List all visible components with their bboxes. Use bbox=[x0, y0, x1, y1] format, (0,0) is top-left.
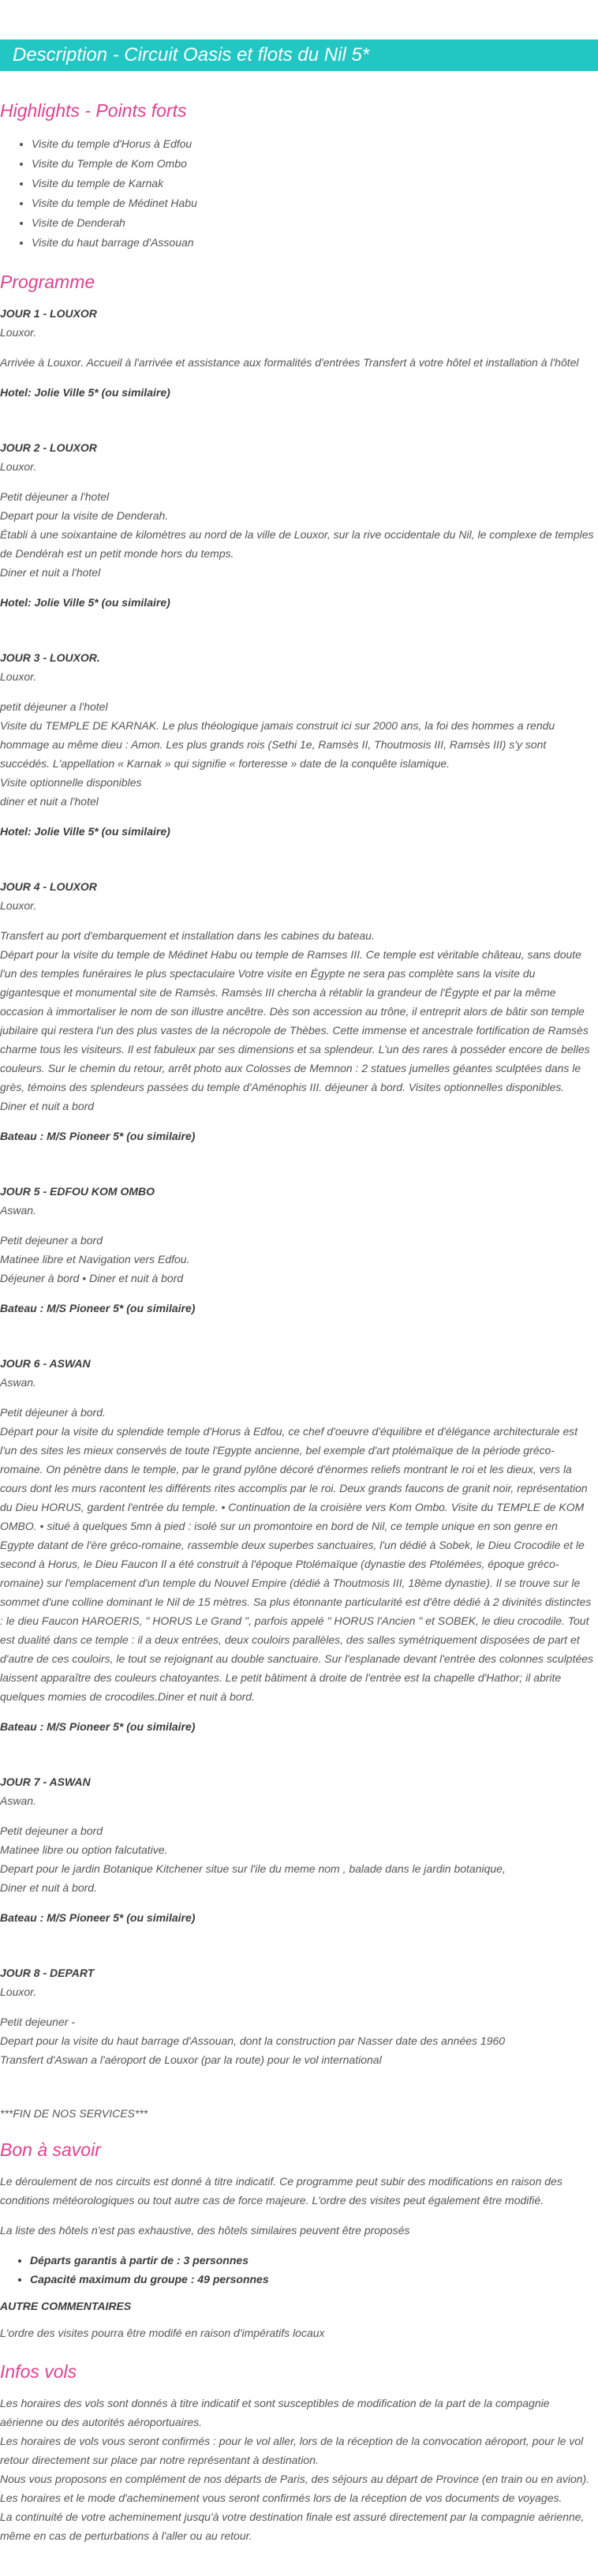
day-accommodation: Bateau : M/S Pioneer 5* (ou similaire) bbox=[0, 1911, 196, 1924]
day-title: JOUR 6 - ASWAN bbox=[0, 1357, 91, 1370]
day-title: JOUR 2 - LOUXOR bbox=[0, 441, 97, 454]
day-city: Louxor. bbox=[0, 460, 37, 473]
day-line: Transfert d'Aswan a l'aéroport de Louxor (par la route) pour le vol international bbox=[0, 2053, 382, 2066]
programme-heading: Programme bbox=[0, 272, 95, 292]
day-description bbox=[0, 1403, 595, 1706]
day-city: Aswan. bbox=[0, 1204, 36, 1217]
programme-day bbox=[0, 1772, 595, 1927]
day-line: Visite du TEMPLE DE KARNAK. Le plus théologique jamais construit ici sur 2000 ans, la foi des hommes a rendu hommage au même dieu : Amon. Les plus grands rois (Sethi 1e, Ramsès II, Thoutmosis III, Ramsès III) s'y sont succédés. L'appellation « Karnak » qui signifie « forteresse » date de la conquête islamique. bbox=[0, 719, 555, 770]
day-line: diner et nuit a l'hotel bbox=[0, 795, 99, 808]
day-title: JOUR 8 - DEPART bbox=[0, 1967, 95, 1979]
content bbox=[0, 99, 598, 2545]
day-city: Aswan. bbox=[0, 1376, 36, 1389]
highlight-item: • Visite du haut barrage d'Assouan bbox=[32, 233, 595, 253]
day-line: Transfert au port d'embarquement et installation dans les cabines du bateau. bbox=[0, 929, 375, 942]
bon-a-savoir-item: • Capacité maximum du groupe : 49 personnes bbox=[30, 2270, 595, 2289]
day-accommodation: Hotel: Jolie Ville 5* (ou similaire) bbox=[0, 386, 170, 399]
bon-a-savoir-list bbox=[0, 2251, 595, 2289]
highlights-heading: Highlights - Points forts bbox=[0, 100, 187, 121]
day-line: Arrivée à Louxor. Accueil à l'arrivée et assistance aux formalités d'entrées Transfert à votre hôtel et installation à l'hôtel bbox=[0, 356, 579, 369]
programme-day bbox=[0, 1963, 595, 2069]
day-line: Matinee libre et Navigation vers Edfou. bbox=[0, 1253, 190, 1266]
infos-vols-line: Les horaires des vols sont donnés à titre indicatif et sont susceptibles de modification de la part de la compagnie aérienne ou des autorités aéroportuaires. bbox=[0, 2397, 550, 2428]
programme-days bbox=[0, 304, 595, 2069]
day-title: JOUR 5 - EDFOU KOM OMBO bbox=[0, 1185, 155, 1198]
bon-a-savoir-para-1: Le déroulement de nos circuits est donné à titre indicatif. Ce programme peut subir des modifications en raison des conditions météorologiques ou tout autre cas de force majeure. L'ordre des visites peut également être modifié. bbox=[0, 2175, 562, 2207]
autre-commentaires-text: L'ordre des visites pourra être modifé en raison d'impératifs locaux bbox=[0, 2327, 325, 2339]
day-line: Déjeuner à bord • Diner et nuit à bord bbox=[0, 1272, 184, 1284]
day-line: Diner et nuit a l'hotel bbox=[0, 566, 101, 579]
infos-vols-line: La continuité de votre acheminement jusqu'à votre destination finale est assuré directement par la compagnie aérienne, même en cas de perturbations à l'aller ou au retour. bbox=[0, 2510, 585, 2542]
day-line: Diner et nuit a bord bbox=[0, 1100, 95, 1112]
programme-day bbox=[0, 1182, 595, 1318]
day-line: Depart pour la visite du haut barrage d'Assouan, dont la construction par Nasser date des années 1960 bbox=[0, 2034, 506, 2047]
day-description bbox=[0, 926, 595, 1116]
day-description bbox=[0, 1231, 595, 1288]
day-description bbox=[0, 353, 595, 372]
bon-a-savoir-heading: Bon à savoir bbox=[0, 2139, 101, 2160]
day-accommodation: Bateau : M/S Pioneer 5* (ou similaire) bbox=[0, 1720, 196, 1733]
day-line: Visite optionnelle disponibles bbox=[0, 776, 142, 789]
day-line: Petit dejeuner - bbox=[0, 2015, 75, 2028]
day-title: JOUR 7 - ASWAN bbox=[0, 1775, 91, 1788]
bon-a-savoir-item: • Départs garantis à partir de : 3 personnes bbox=[30, 2251, 595, 2270]
day-line: Depart pour la visite de Denderah. bbox=[0, 509, 169, 522]
highlight-item: • Visite du temple de Médinet Habu bbox=[32, 193, 595, 213]
end-of-services: ***FIN DE NOS SERVICES*** bbox=[0, 2107, 148, 2120]
day-title: JOUR 4 - LOUXOR bbox=[0, 880, 97, 893]
day-description bbox=[0, 697, 595, 811]
day-description bbox=[0, 2012, 595, 2069]
programme-day bbox=[0, 877, 595, 1146]
day-city: Louxor. bbox=[0, 670, 37, 683]
day-line: Départ pour la visite du temple de Médinet Habu ou temple de Ramses III. Ce temple est véritable château, sans doute l'un des temples funéraires le plus spectaculaire Votre visite en Égypte ne sera pas complète sans la visite du gigantesque et monumental site de Ramsès. Ramsès III chercha à rétablir la grandeur de l'Égypte et par la même occasion à immortaliser le nom de son illustre ancêtre. Dès son accession au trône, il entreprit alors de bâtir son temple jubilaire qui restera l'un des plus vastes de la nécropole de Thèbes. Cette immense et ancestrale fortification de Ramsès charme tous les visiteurs. Il est fabuleux par ses dimensions et sa splendeur. L'un des rares à posséder encore de belles couleurs. Sur le chemin du retour, arrêt photo aux Colosses de Memnon : 2 statues jumelles géantes sculptées dans le grès, témoins des splendeurs passées du temple d'Aménophis III. déjeuner à bord. Visites optionnelles disponibles. bbox=[0, 948, 590, 1093]
day-line: petit déjeuner a l'hotel bbox=[0, 700, 108, 713]
day-line: Diner et nuit à bord. bbox=[0, 1881, 97, 1894]
programme-day bbox=[0, 438, 595, 612]
infos-vols-line: Nous vous proposons en complément de nos départs de Paris, des séjours au départ de Province (en train ou en avion). bbox=[0, 2473, 590, 2485]
highlight-item: • Visite du Temple de Kom Ombo bbox=[32, 154, 595, 174]
day-city: Louxor. bbox=[0, 326, 37, 339]
day-line: Établi à une soixantaine de kilomètres au nord de la ville de Louxor, sur la rive occidentale du Nil, le complexe de temples de Dendérah est un petit monde hors du temps. bbox=[0, 528, 594, 560]
day-accommodation: Bateau : M/S Pioneer 5* (ou similaire) bbox=[0, 1130, 196, 1142]
highlight-item: • Visite du temple d'Horus à Edfou bbox=[32, 134, 595, 154]
day-line: Matinee libre ou option falcutative. bbox=[0, 1843, 168, 1856]
day-description bbox=[0, 487, 595, 582]
infos-vols-line: Les horaires et le mode d'acheminement vous seront confirmés lors de la réception de vos documents de voyages. bbox=[0, 2492, 562, 2504]
day-title: JOUR 1 - LOUXOR bbox=[0, 307, 97, 320]
highlight-item: • Visite du temple de Karnak bbox=[32, 174, 595, 193]
highlights-list bbox=[0, 134, 595, 253]
day-title: JOUR 3 - LOUXOR. bbox=[0, 651, 100, 664]
highlight-item: • Visite de Denderah bbox=[32, 213, 595, 233]
day-accommodation: Hotel: Jolie Ville 5* (ou similaire) bbox=[0, 596, 170, 609]
programme-day bbox=[0, 648, 595, 841]
autre-commentaires-heading: AUTRE COMMENTAIRES bbox=[0, 2300, 132, 2312]
programme-day bbox=[0, 304, 595, 402]
day-line: Départ pour la visite du splendide temple d'Horus à Edfou, ce chef d'oeuvre d'équilibre et d'élégance architecturale est l'un des sites les mieux conservés de toute l'Egypte ancienne, bel exemple d'art ptolémaïque de la période gréco-romaine. On pénètre dans le temple, par le grand pylône décoré d'énormes reliefs montrant le roi et les dieux, vers la cours dont les murs racontent les différents rites accomplis par le roi. Deux grands faucons de granit noir, représentation du Dieu HORUS, gardent l'entrée du temple. • Continuation de la croisière vers Kom Ombo. Visite du TEMPLE de KOM OMBO. • situé à quelques 5mn à pied : isolé sur un promontoire en bord de Nil, ce temple unique en son genre en Egypte datant de l'ère gréco-romaine, rassemble deux superbes sanctuaires, l'un dédié à Sobek, le Dieu Crocodile et le second à Horus, le Dieu Faucon Il a été construit à l'époque Ptolémaïque (dynastie des Ptolémées, époque gréco-romaine) sur l'emplacement d'un temple du Nouvel Empire (dédié à Thoutmosis III, 18ème dynastie). Il se trouve sur le sommet d'une colline dominant le Nil de 15 mètres. Sa plus étonnante particularité est d'être dédié à 2 divinités distinctes : le dieu Faucon HAROERIS, " HORUS Le Grand ", parfois appelé " HORUS l'Ancien " et SOBEK, le dieu crocodile. Tout est dualité dans ce temple : il a deux entrées, deux couloirs parallèles, des salles symétriquement disposées de part et d'autre de ces couloirs, le tout se rejoignant au double sanctuaire. Sur l'esplanade devant l'entrée des colonnes sculptées laissent apparaître des couleurs chatoyantes. Le petit bâtiment à droite de l'entrée est la chapelle d'Hathor; il abrite quelques momies de crocodiles.Diner et nuit à bord. bbox=[0, 1425, 594, 1703]
day-description bbox=[0, 1821, 595, 1897]
bon-a-savoir-para-2: La liste des hôtels n'est pas exhaustive, des hôtels similaires peuvent être proposés bbox=[0, 2224, 410, 2237]
infos-vols-text bbox=[0, 2394, 595, 2545]
infos-vols-heading: Infos vols bbox=[0, 2361, 77, 2382]
day-line: Depart pour le jardin Botanique Kitchener situe sur l'ile du meme nom , balade dans le jardin botanique, bbox=[0, 1862, 506, 1875]
day-accommodation: Bateau : M/S Pioneer 5* (ou similaire) bbox=[0, 1302, 196, 1314]
day-city: Aswan. bbox=[0, 1794, 36, 1807]
day-line: Petit déjeuner a l'hotel bbox=[0, 490, 110, 503]
day-line: Petit dejeuner a bord bbox=[0, 1824, 103, 1837]
day-line: Petit dejeuner a bord bbox=[0, 1234, 103, 1247]
day-city: Louxor. bbox=[0, 1985, 37, 1998]
day-city: Louxor. bbox=[0, 899, 37, 912]
day-line: Petit déjeuner à bord. bbox=[0, 1406, 106, 1419]
page-title: Description - Circuit Oasis et flots du Nil 5* bbox=[0, 39, 598, 71]
day-accommodation: Hotel: Jolie Ville 5* (ou similaire) bbox=[0, 825, 170, 838]
infos-vols-line: Les horaires de vols vous seront confirmés : pour le vol aller, lors de la réception de la convocation aéroport, pour le vol retour directement sur place par notre représentant à destination. bbox=[0, 2435, 584, 2466]
programme-day bbox=[0, 1354, 595, 1736]
